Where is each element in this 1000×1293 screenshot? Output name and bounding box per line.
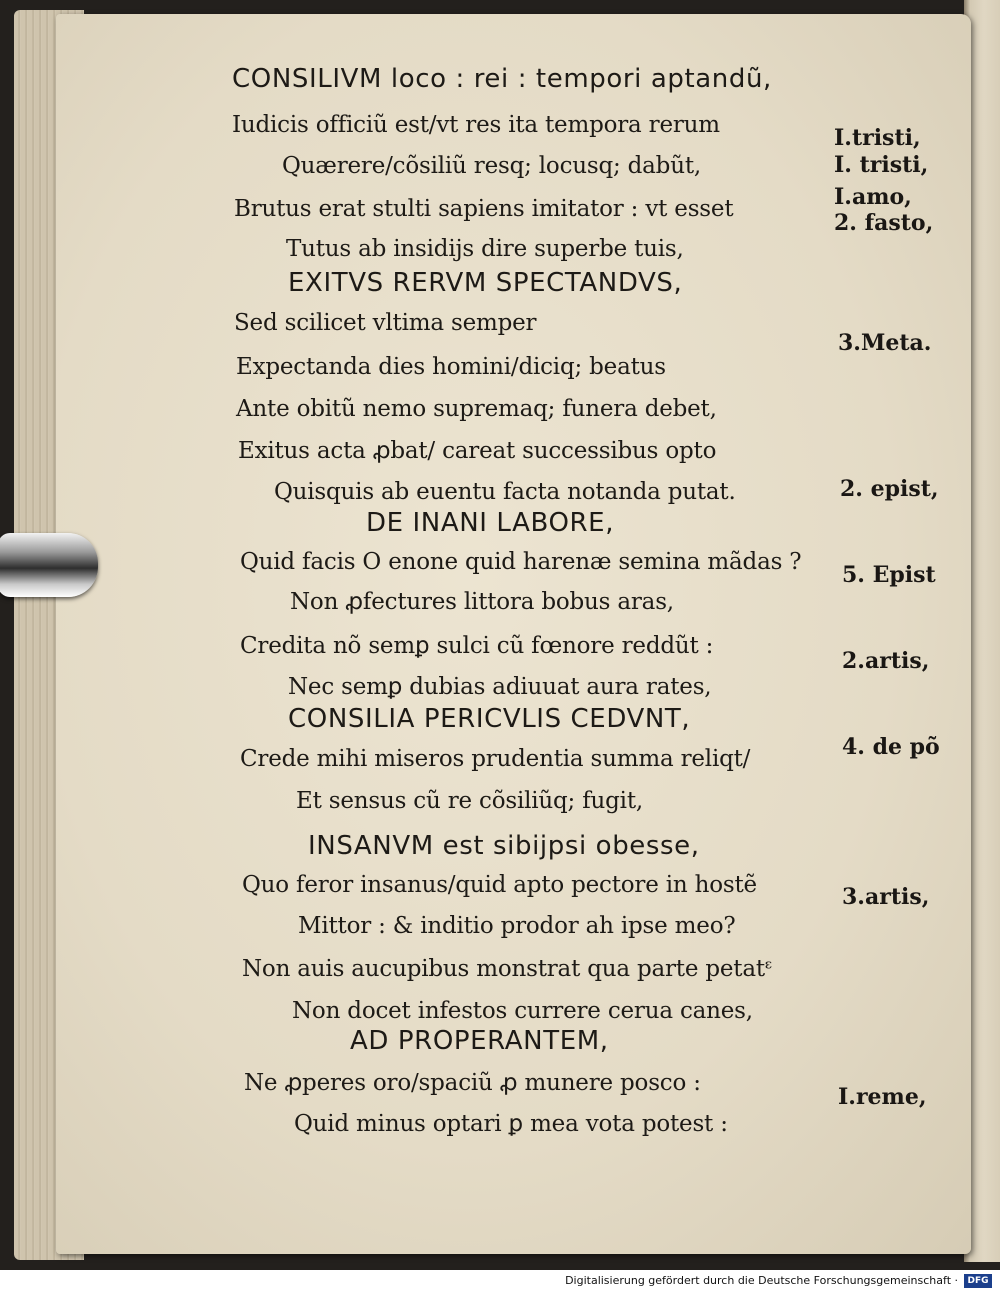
text-line: Sed scilicet vltima semper	[234, 310, 537, 336]
section-heading: EXITVS RERVM SPECTANDVS,	[288, 268, 683, 298]
text-line: Ne ꝓperes oro/spaciũ ꝓ munere posco :	[244, 1070, 701, 1096]
text-line: Nec semꝑ dubias adiuuat aura rates,	[288, 674, 712, 700]
dfg-logo-icon: DFG	[964, 1274, 992, 1288]
margin-note: 3.artis,	[842, 884, 930, 910]
section-heading: CONSILIA PERICVLIS CEDVNT,	[288, 704, 691, 734]
text-line: Iudicis officiũ est/vt res ita tempora rerum	[232, 112, 720, 138]
margin-note: 2. fasto,	[834, 210, 934, 236]
margin-note: 2. epist,	[840, 476, 939, 502]
text-line: Quid facis O enone quid harenæ semina mãdas ?	[240, 549, 802, 575]
text-line: Quærere/cõsiliũ resq; locusq; dabũt,	[282, 153, 701, 179]
text-line: Brutus erat stulti sapiens imitator : vt esset	[234, 196, 734, 222]
text-line: Exitus acta ꝓbat/ careat successibus opto	[238, 438, 717, 464]
margin-note: 2.artis,	[842, 648, 930, 674]
margin-note: 3.Meta.	[838, 330, 932, 356]
margin-note: I.tristi,	[834, 125, 921, 151]
book-page	[56, 14, 971, 1254]
text-line: Non docet infestos currere cerua canes,	[292, 998, 753, 1024]
text-line: Crede mihi miseros prudentia summa reliqt/	[240, 746, 751, 772]
digitization-credit: Digitalisierung gefördert durch die Deutsche Forschungsgemeinschaft ·	[565, 1274, 958, 1287]
text-line: Mittor : & inditio prodor ah ipse meo?	[298, 913, 736, 939]
text-line: Credita nõ semꝑ sulci cũ fœnore reddũt :	[240, 633, 714, 659]
text-line: Quisquis ab euentu facta notanda putat.	[274, 479, 736, 505]
text-line: Quid minus optari ꝑ mea vota potest :	[294, 1111, 728, 1137]
text-line: Tutus ab insidijs dire superbe tuis,	[286, 236, 684, 262]
text-line: CONSILIVM loco : rei : tempori aptandũ,	[232, 64, 772, 94]
text-line: Et sensus cũ re cõsiliũq; fugit,	[296, 788, 643, 814]
text-line: Non auis aucupibus monstrat qua parte petatᵋ	[242, 956, 773, 982]
margin-note: I. tristi,	[834, 152, 929, 178]
text-line: Expectanda dies homini/diciq; beatus	[236, 354, 666, 380]
margin-note: I.amo,	[834, 184, 912, 210]
section-heading: AD PROPERANTEM,	[350, 1026, 609, 1056]
section-heading: INSANVM est sibijpsi obesse,	[308, 831, 700, 861]
margin-note: 5. Epist	[842, 562, 936, 588]
text-line: Ante obitũ nemo supremaq; funera debet,	[236, 396, 717, 422]
glass-page-clamp	[0, 533, 98, 597]
section-heading: DE INANI LABORE,	[366, 508, 615, 538]
margin-note: 4. de põ	[842, 734, 940, 760]
text-line: Quo feror insanus/quid apto pectore in hostẽ	[242, 872, 757, 898]
margin-note: I.reme,	[838, 1084, 927, 1110]
text-line: Non ꝓfectures littora bobus aras,	[290, 589, 674, 615]
